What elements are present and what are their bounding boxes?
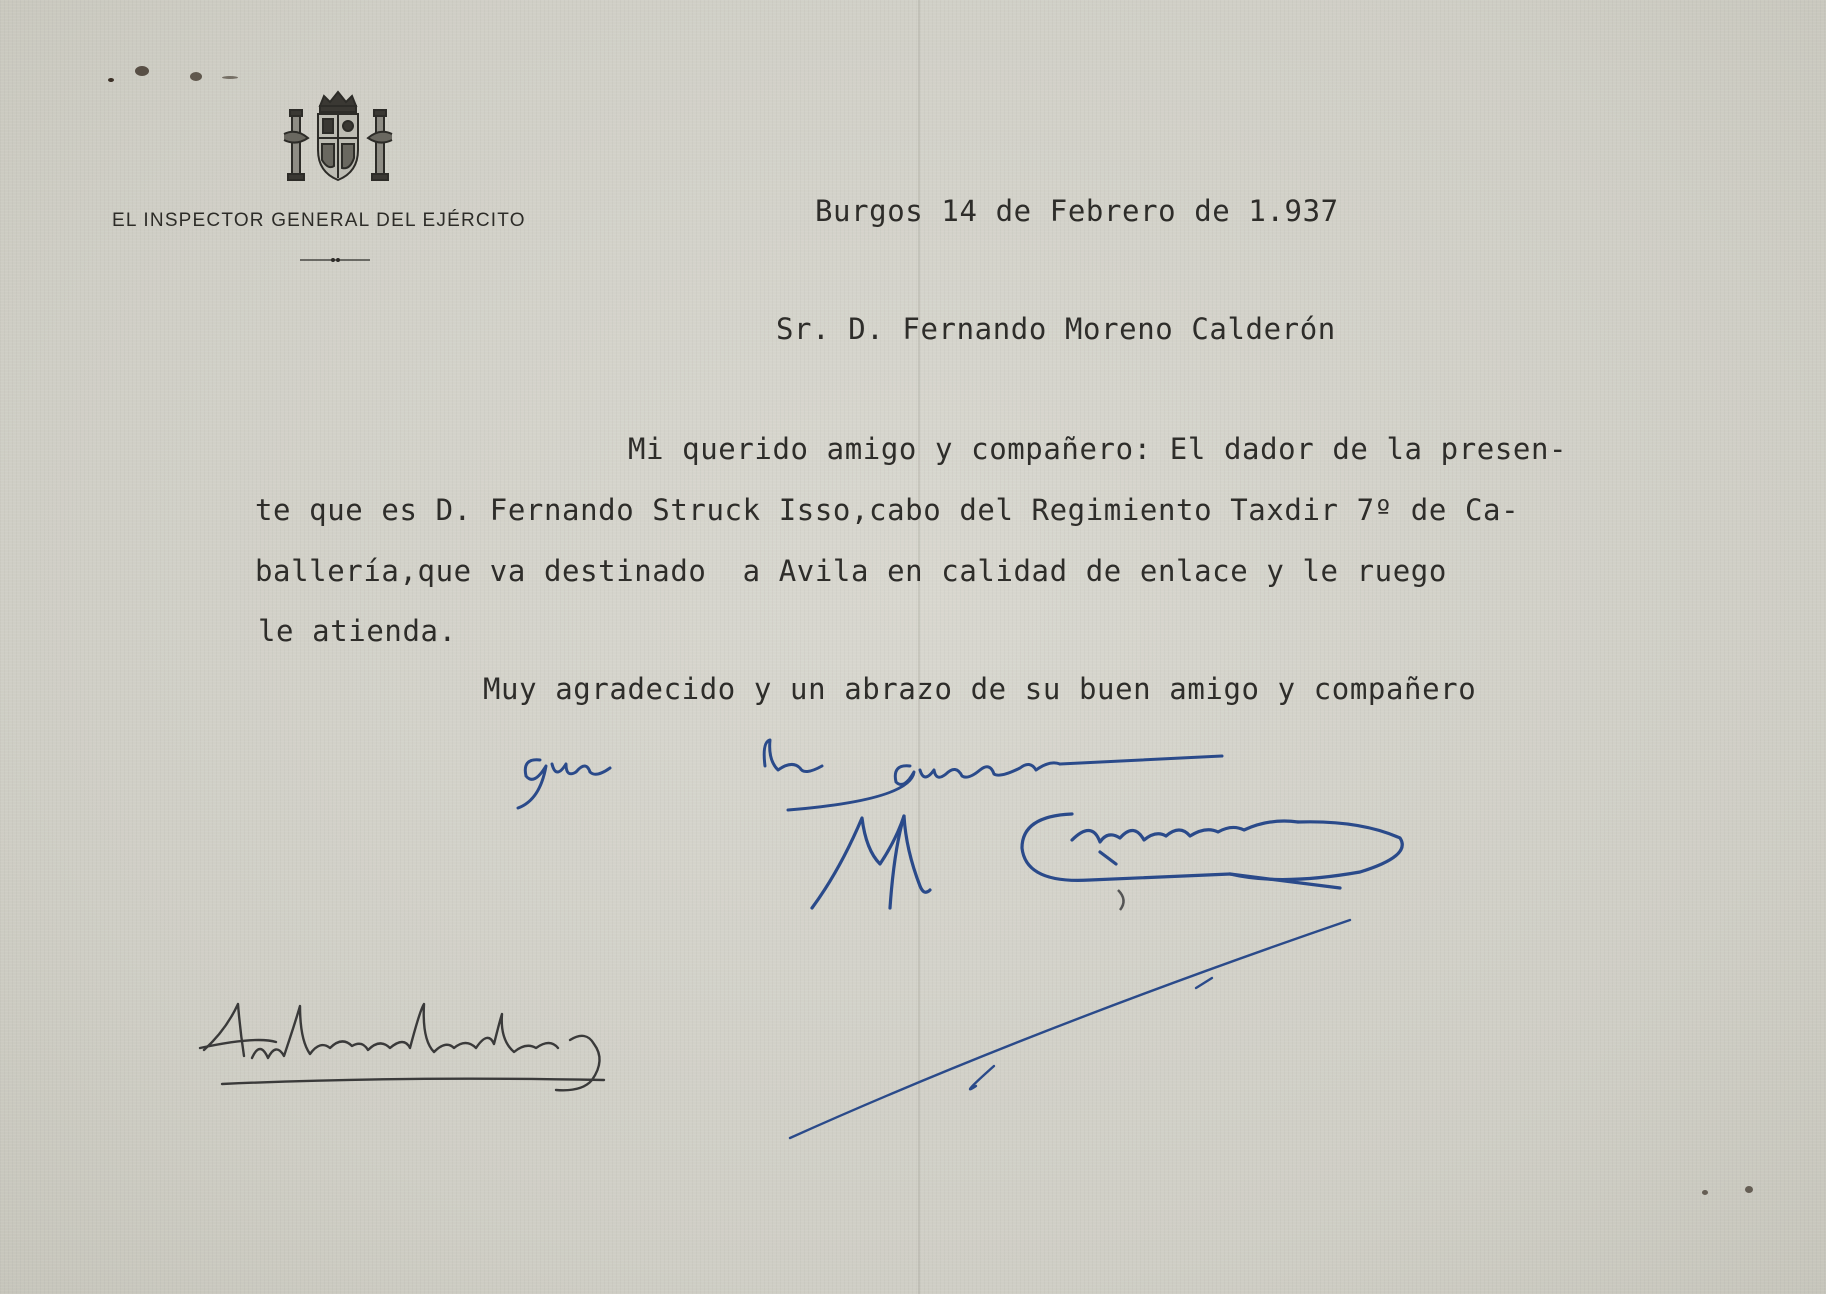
body-line: Mi querido amigo y compañero: El dador de la presen-: [628, 432, 1568, 466]
body-line: te que es D. Fernando Struck Isso,cabo del Regimiento Taxdir 7º de Ca-: [255, 493, 1520, 527]
ink-blot: [222, 76, 238, 79]
recipient-line: Sr. D. Fernando Moreno Calderón: [776, 312, 1336, 346]
closing-line: Muy agradecido y un abrazo de su buen amigo y compañero: [483, 672, 1477, 706]
ink-blot: [190, 72, 202, 81]
letterhead-title: EL INSPECTOR GENERAL DEL EJÉRCITO: [112, 210, 526, 231]
date-line: Burgos 14 de Febrero de 1.937: [815, 194, 1339, 228]
letterhead-divider: [300, 256, 370, 264]
diagonal-pen-stroke: [780, 900, 1360, 1160]
ink-blot: [135, 66, 149, 76]
body-line: le atienda.: [258, 614, 457, 648]
handwritten-margin-note: [196, 1000, 626, 1100]
ink-blot: [1745, 1186, 1753, 1193]
spanish-coat-of-arms-icon: [278, 88, 398, 188]
ink-blot: [108, 78, 114, 82]
body-line: ballería,que va destinado a Avila en calidad de enlace y le ruego: [255, 554, 1447, 588]
ink-blot: [1702, 1190, 1708, 1195]
